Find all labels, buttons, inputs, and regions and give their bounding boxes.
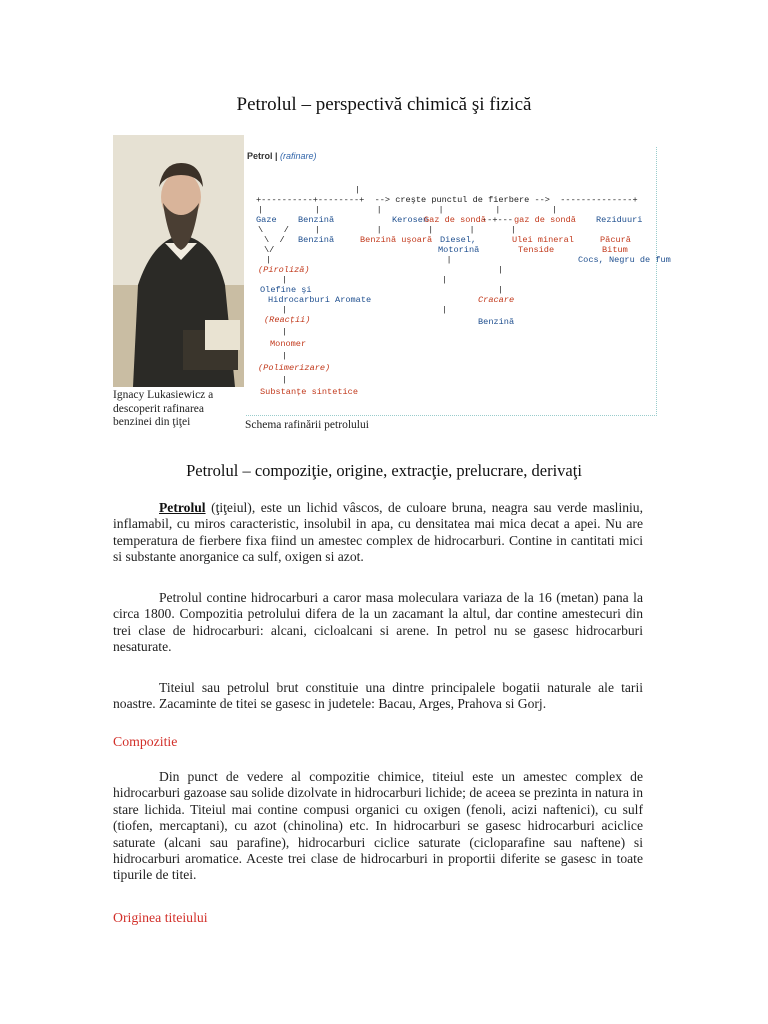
node-benzina-1: Benzină — [298, 215, 335, 225]
diagram-connector-1: | | | | | | — [258, 205, 558, 215]
diagram-top-line: +----------+--------+ --> creşte punctul de fierbere --> --------------+ — [256, 195, 638, 205]
diagram-connector-5: | | — [266, 255, 452, 265]
paragraph-3 — [113, 680, 643, 713]
node-gaz-de-sonda-1: Gaz de sondă — [424, 215, 486, 225]
diagram-stem: | — [355, 185, 361, 195]
portrait-figure — [113, 135, 244, 387]
node-diesel: Diesel, — [440, 235, 477, 245]
diagram-header-title: Petrol — [247, 151, 273, 161]
diagram-connector-12: | — [282, 375, 288, 385]
node-cocs: Cocs, Negru de fum — [578, 255, 671, 265]
diagram-connector-2: \ / | | | | | — [258, 225, 516, 235]
diagram-connector-3: \ / — [264, 235, 290, 245]
node-monomer: Monomer — [270, 339, 307, 349]
diagram-connector-11: | — [282, 351, 288, 361]
heading-originea: Originea titeiului — [113, 910, 208, 925]
diagram-header-sub: (rafinare) — [280, 151, 317, 161]
page-title: Petrolul – perspectivă chimică şi fizică — [236, 94, 532, 115]
node-cracare: Cracare — [478, 295, 515, 305]
paragraph-2-text: Petrolul contine hidrocarburi a caror masa moleculara variaza de la 16 (metan) pana la circa 1800. Compozitia petrolului difera de la un zacamant la altul, dar contine amestecuri din trei clase de hidrocarburi: alcani, cicloalcani si arene. In petrol nu se gasesc hidrocarburi nesaturate. — [113, 590, 643, 655]
node-pacura: Păcură — [600, 235, 631, 245]
node-benzina-usoara: Benzină uşoară — [360, 235, 433, 245]
refining-diagram — [246, 147, 671, 416]
node-motorina: Motorină — [438, 245, 480, 255]
diagram-caption: Schema rafinării petrolului — [245, 419, 369, 431]
node-reactii: (Reacţii) — [264, 315, 311, 325]
diagram-connector-8: | — [498, 285, 504, 295]
node-substante-sintetice: Substanţe sintetice — [260, 387, 358, 397]
paragraph-2 — [113, 590, 643, 656]
diagram-header: Petrol | (rafinare) — [247, 151, 317, 161]
node-benzina-3: Benzină — [478, 317, 515, 327]
portrait-image — [113, 135, 244, 387]
heading-compozitie: Compozitie — [113, 734, 178, 749]
node-gaze: Gaze — [256, 215, 277, 225]
diagram-connector-10: | — [282, 327, 288, 337]
diagram-dash: --+--- — [482, 215, 513, 225]
node-olefine: Olefine şi — [260, 285, 312, 295]
paragraph-1-text: (ţiţeiul), este un lichid vâscos, de culoare bruna, neagra sau verde masliniu, inflamabil, cu miros caracteristic, insolubil in apa, cu densitatea mai mica decat a apei. Nu are temperatura de fierbere fixa fiind un amestec complex de hidrocarburi. Contine in cantitati mici si substante anorganice ca sulf, oxigen si azot. — [113, 500, 643, 565]
diagram-connector-6: | — [498, 265, 504, 275]
node-tenside: Tenside — [518, 245, 555, 255]
diagram-connector-7: | | — [282, 275, 448, 285]
petrolul-term: Petrolul — [159, 500, 206, 515]
node-gaz-de-sonda-2: gaz de sondă — [514, 215, 576, 225]
node-hidrocarburi-aromate: Hidrocarburi Aromate — [268, 295, 372, 305]
node-reziduuri: Reziduuri — [596, 215, 643, 225]
node-kerosen: Kerosen — [392, 215, 429, 225]
paragraph-3-text: Titeiul sau petrolul brut constituie una dintre principalele bogatii naturale ale tarii noastre. Zacaminte de titei se gasesc in judetele: Bacau, Arges, Prahova si Gorj. — [113, 680, 643, 712]
node-benzina-2: Benzină — [298, 235, 335, 245]
diagram-connector-9: | | — [282, 305, 448, 315]
node-polimerizare: (Polimerizare) — [258, 363, 331, 373]
portrait-caption: Ignacy Lukasiewicz a descoperit rafinarea benzinei din ţiţei — [113, 389, 214, 428]
node-ulei-mineral: Ulei mineral — [512, 235, 574, 245]
paragraph-1 — [113, 500, 643, 566]
node-bitum: Bitum — [602, 245, 628, 255]
diagram-connector-4: \/ — [264, 245, 275, 255]
node-piroliza: (Piroliză) — [258, 265, 310, 275]
paragraph-4-text: Din punct de vedere al compozitie chimice, titeiul este un amestec complex de hidrocarburi gazoase sau solide dizolvate in hidrocarburi lichide; de aceea se prezinta in natura in stare lichida. Titeiul mai contine compusi organici cu oxigen (fenoli, acizi naftenici), cu sulf (tiofen, mercaptani), cu azot (chinolina) etc. In hidrocarburi se gasesc hidrocarburi aciclice saturate (alcani sau parafine), hidrocarburi ciclice saturate (cicloparafine sau naftene) si hidrocarburi aromatice. Aceste trei clase de hidrocarburi in proportii diferite se gasesc in toate tipurile de titei. — [113, 769, 643, 883]
section-subtitle: Petrolul – compoziţie, origine, extracţie, prelucrare, derivaţi — [186, 461, 582, 480]
paragraph-4 — [113, 769, 643, 884]
